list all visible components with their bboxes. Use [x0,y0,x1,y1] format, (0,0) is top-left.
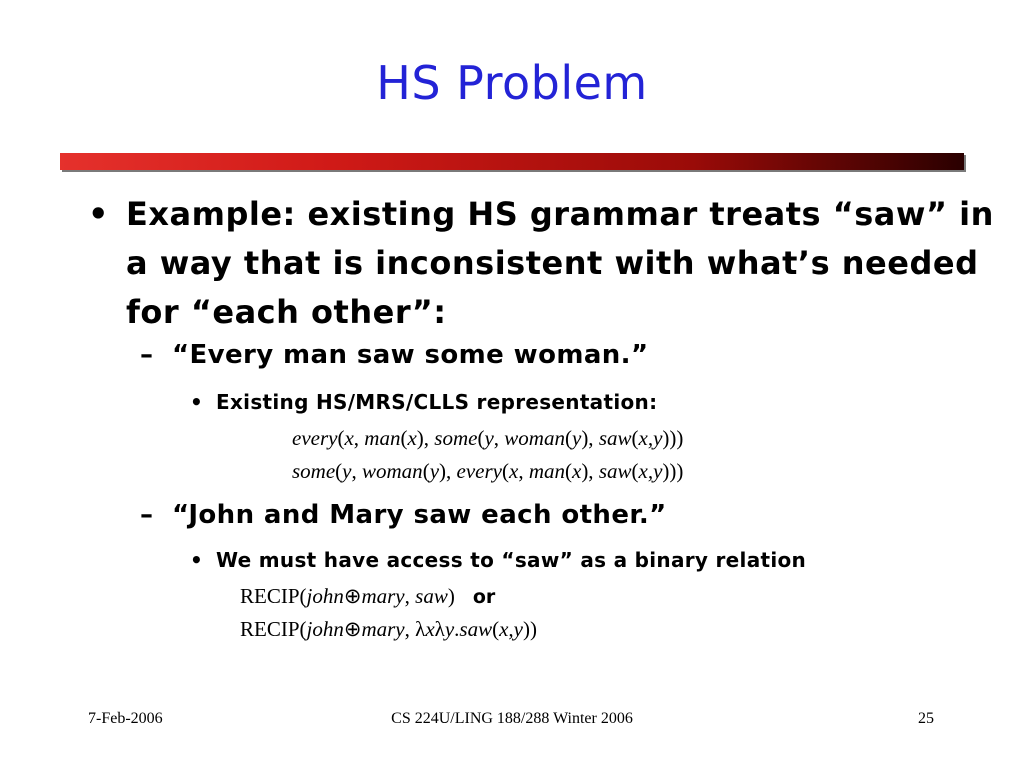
bullet-marker: • [88,195,109,233]
sub-bullet-text: “Every man saw some woman.” [172,340,649,370]
dash-marker: – [140,340,154,370]
subsub-bullet-text: We must have access to “saw” as a binary relation [216,548,807,572]
bullet-marker: • [190,390,204,414]
formula-every-wide-scope: every(x, man(x), some(y, woman(y), saw(x,y))) [292,426,684,450]
sub-bullet-text: “John and Mary saw each other.” [172,500,667,530]
footer-date: 7-Feb-2006 [88,710,163,727]
slide-title: HS Problem [376,56,648,110]
footer-course: CS 224U/LING 188/288 Winter 2006 [391,710,633,727]
title-divider [60,153,964,170]
main-bullet-text: Example: existing HS grammar treats “saw” in a way that is inconsistent with what’s needed for “each other”: [126,195,994,331]
formula-recip-lambda: RECIP(john⊕mary, λxλy.saw(x,y)) [240,617,538,641]
bullet-marker: • [190,548,204,572]
dash-marker: – [140,500,154,530]
subsub-bullet-text: Existing HS/MRS/CLLS representation: [216,390,658,414]
formula-recip-saw: RECIP(john⊕mary, saw) or [240,584,496,608]
or-connector: or [472,586,496,608]
footer-page-number: 25 [918,710,934,727]
formula-some-wide-scope: some(y, woman(y), every(x, man(x), saw(x,y))) [292,459,684,483]
